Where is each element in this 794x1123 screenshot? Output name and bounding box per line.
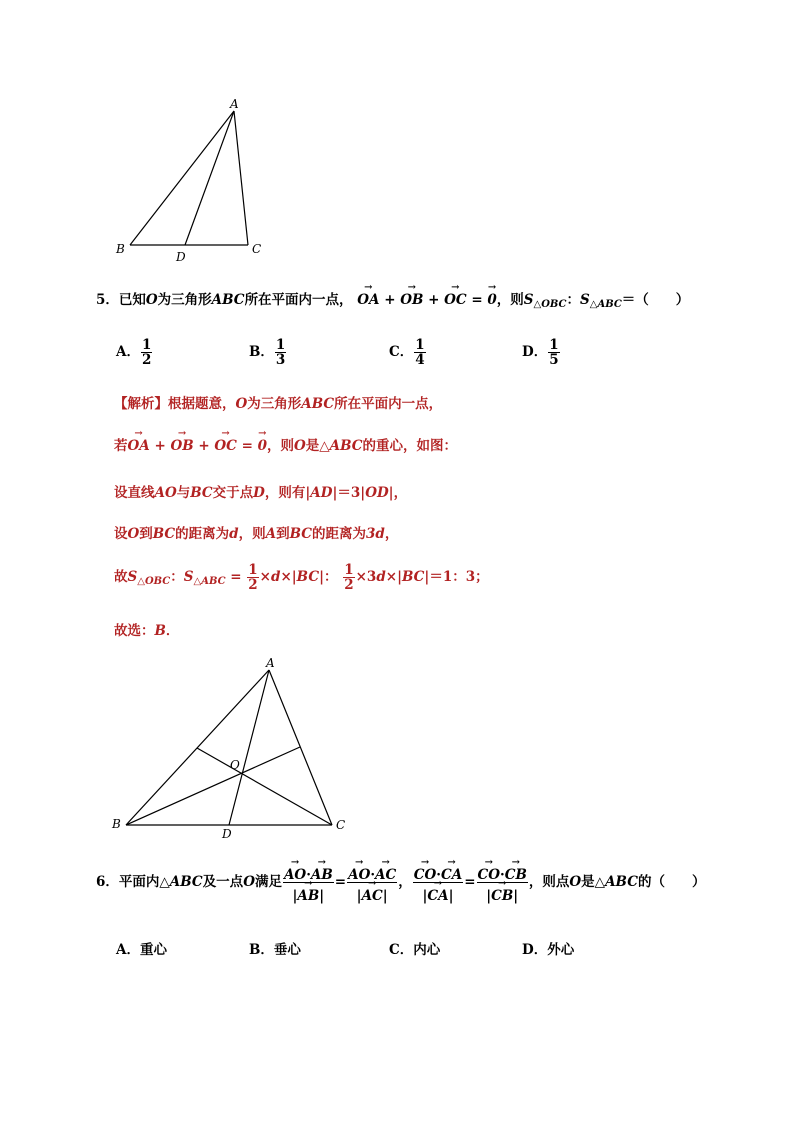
text: ·: [436, 867, 441, 883]
text: =: [464, 874, 476, 891]
solution-line-4: [114, 522, 398, 542]
vector-ob: → OB: [170, 432, 193, 454]
area-symbol: S: [523, 292, 534, 308]
text: 及一点: [202, 874, 244, 891]
text: 的距离为: [175, 526, 230, 542]
q5-text: ，则: [496, 292, 524, 308]
numerator: 1: [344, 562, 354, 578]
vector: → AO: [348, 862, 370, 882]
text: D: [253, 485, 265, 501]
label-a: A: [266, 656, 275, 670]
equals-sign: =: [471, 292, 483, 308]
option-b[interactable]: [249, 338, 287, 367]
denominator: 5: [549, 352, 559, 369]
option-label: B．: [249, 344, 274, 361]
zero-vector: → 0: [487, 286, 496, 308]
text: AD: [310, 485, 333, 501]
vector-oc: → OC: [444, 286, 467, 308]
text: d: [270, 569, 281, 586]
text: ．: [165, 623, 180, 639]
option-label: C．: [389, 942, 414, 958]
numerator: 1: [415, 337, 425, 353]
vector: → CO: [414, 862, 437, 882]
equals-sign: =: [241, 438, 253, 454]
text: 到: [276, 526, 290, 542]
side-ac: [234, 111, 248, 245]
numerator: 1: [248, 562, 258, 578]
text: O: [243, 874, 255, 891]
question-number: 5．: [96, 292, 119, 308]
area-subscript-obc: △OBC: [533, 299, 567, 310]
text: 所在平面内一点，: [334, 396, 443, 412]
numerator: 1: [549, 337, 559, 353]
option-label: D．: [522, 942, 548, 958]
option-b[interactable]: [249, 938, 301, 958]
median-ad: [229, 670, 269, 825]
text: 是△: [581, 874, 606, 891]
equals-sign: =: [230, 569, 242, 586]
solution-line-2: [114, 432, 457, 454]
text: O: [569, 874, 582, 891]
solution-line-6: [114, 619, 179, 639]
text: d: [229, 526, 239, 542]
option-label: A．: [116, 942, 140, 958]
text: 交于点: [212, 485, 254, 501]
denominator: [283, 883, 334, 903]
option-a[interactable]: [116, 338, 153, 367]
text: ·: [306, 867, 311, 883]
text: ×: [259, 569, 271, 586]
denominator: 2: [344, 577, 354, 594]
label-d: D: [222, 827, 232, 841]
option-d[interactable]: [522, 338, 561, 367]
vector-oc: → OC: [214, 432, 237, 454]
colon: ：: [170, 569, 184, 586]
side-ab: [130, 111, 234, 245]
vector: → AB: [311, 862, 333, 882]
text: |，: [388, 485, 408, 501]
solution-tag: 【解析】: [114, 396, 168, 412]
text: 平面内△: [118, 874, 170, 891]
solution-line-5: [114, 563, 489, 592]
text: ABC: [329, 438, 363, 454]
text: ABC: [169, 874, 203, 891]
figure-centroid-triangle: [108, 652, 358, 844]
option-text: 垂心: [273, 942, 301, 958]
figure-triangle-abc-median: [110, 95, 280, 265]
plus-sign: +: [198, 438, 210, 454]
text: |：: [319, 569, 338, 586]
vector: → CA: [441, 862, 462, 882]
question-5: [96, 286, 689, 310]
zero-vector: → 0: [258, 432, 267, 454]
option-label: B．: [249, 942, 274, 958]
option-fraction: [548, 338, 559, 367]
vector: → CB: [505, 862, 527, 882]
text: ，则有|: [264, 485, 311, 501]
text: 为三角形: [247, 396, 302, 412]
option-c[interactable]: [389, 938, 440, 958]
text: 到: [139, 526, 153, 542]
question-6: [96, 862, 705, 903]
area-symbol: S: [183, 569, 194, 586]
vector-oa: → OA: [357, 286, 379, 308]
plus-sign: +: [384, 292, 396, 308]
label-d: D: [176, 250, 186, 264]
option-fraction: [275, 338, 286, 367]
text: BC: [289, 526, 313, 542]
text: 的距离为: [312, 526, 367, 542]
text: ·: [370, 867, 376, 883]
vector-oa: → OA: [128, 432, 150, 454]
text: 与: [176, 485, 191, 501]
q5-triangle: ABC: [211, 292, 245, 308]
plus-sign: +: [154, 438, 166, 454]
segment-ad: [185, 111, 234, 245]
label-o: O: [230, 758, 240, 772]
text: ×|: [280, 569, 297, 586]
q5-point-o: O: [145, 292, 158, 308]
text: 设直线: [114, 485, 155, 501]
denominator: 3: [275, 352, 286, 369]
denominator: 2: [141, 352, 152, 369]
text: B: [154, 623, 166, 639]
text: BC: [152, 526, 176, 542]
area-subscript-obc: △OBC: [137, 576, 171, 588]
text: ，则: [238, 526, 266, 542]
text: BC: [402, 569, 425, 586]
vector-ob: → OB: [400, 286, 423, 308]
option-fraction: [414, 338, 425, 367]
text: ，则: [266, 438, 294, 454]
text: d: [376, 569, 386, 586]
q5-text: 已知: [118, 292, 146, 308]
fraction-co-ca: [413, 862, 463, 903]
vector: → |CA|: [422, 883, 453, 903]
option-c[interactable]: [389, 338, 427, 367]
text: O: [235, 396, 248, 412]
fraction-ao-ac: [347, 862, 397, 903]
text: ，: [398, 874, 412, 891]
text: ×|: [385, 569, 403, 586]
text: ，: [384, 526, 399, 542]
side-ac: [269, 670, 332, 825]
text: ABC: [301, 396, 335, 412]
vector: → AO: [284, 862, 306, 882]
text: ABC: [605, 874, 638, 891]
denominator: 4: [415, 352, 425, 369]
fraction-ao-ab: [283, 862, 334, 903]
fraction-half: [343, 563, 354, 592]
denominator: [347, 883, 397, 903]
label-c: C: [336, 818, 346, 832]
text: ，则点: [528, 874, 570, 891]
text: O: [293, 438, 306, 454]
q5-text: 所在平面内一点，: [244, 292, 353, 308]
denominator: 2: [248, 577, 258, 594]
option-label: D．: [522, 344, 548, 361]
option-label: C．: [389, 344, 414, 361]
vector: → AC: [375, 862, 396, 882]
area-subscript-abc: △ABC: [589, 299, 622, 310]
colon: ：: [566, 292, 580, 308]
option-text: 内心: [413, 942, 441, 958]
vector: → |AB|: [293, 883, 325, 903]
label-b: B: [116, 242, 125, 256]
text: ×3: [355, 569, 377, 586]
text: |＝3|: [332, 485, 366, 501]
text: 满足: [254, 874, 282, 891]
median-from-b: [126, 747, 300, 825]
median-from-c: [197, 748, 332, 825]
text: 故: [114, 569, 128, 586]
label-a: A: [230, 97, 239, 111]
fraction-co-cb: [477, 862, 528, 903]
text: 若: [114, 438, 128, 454]
numerator: 1: [275, 337, 286, 353]
option-text: 外心: [547, 942, 575, 958]
text: 设: [114, 526, 128, 542]
option-fraction: [141, 338, 152, 367]
label-b: B: [112, 817, 121, 831]
area-symbol: S: [580, 292, 590, 308]
text: 3d: [366, 526, 385, 542]
side-ab: [126, 670, 269, 825]
text: |＝1：3；: [424, 569, 489, 586]
numerator: 1: [141, 337, 152, 353]
denominator: [413, 883, 463, 903]
q5-text: 为三角形: [157, 292, 212, 308]
denominator: [477, 883, 528, 903]
text: O: [127, 526, 140, 542]
area-subscript-abc: △ABC: [193, 576, 226, 588]
text: BC: [296, 569, 320, 586]
text: 的（ ）: [637, 874, 706, 891]
text: 根据题意，: [168, 396, 236, 412]
plus-sign: +: [428, 292, 440, 308]
vector: → |CB|: [486, 883, 518, 903]
answer-blank: ＝（ ）: [621, 292, 690, 308]
option-label: A．: [116, 344, 140, 361]
text: 故选：: [114, 623, 155, 639]
fraction-half: [247, 563, 258, 592]
text: =: [334, 874, 347, 891]
text: OD: [365, 485, 389, 501]
vector: → |AC|: [357, 883, 388, 903]
option-a[interactable]: [116, 938, 167, 958]
solution-line-1: [114, 392, 442, 412]
label-c: C: [252, 242, 262, 256]
option-d[interactable]: [522, 938, 574, 958]
text: BC: [190, 485, 213, 501]
area-symbol: S: [127, 569, 138, 586]
text: 是△: [305, 438, 330, 454]
vector: → CO: [478, 862, 501, 882]
solution-line-3: [114, 481, 407, 501]
question-number: 6．: [96, 874, 119, 891]
text: ·: [500, 867, 505, 883]
option-text: 重心: [139, 942, 167, 958]
text: 的重心，如图：: [362, 438, 458, 454]
text: AO: [154, 485, 177, 501]
text: A: [265, 526, 277, 542]
